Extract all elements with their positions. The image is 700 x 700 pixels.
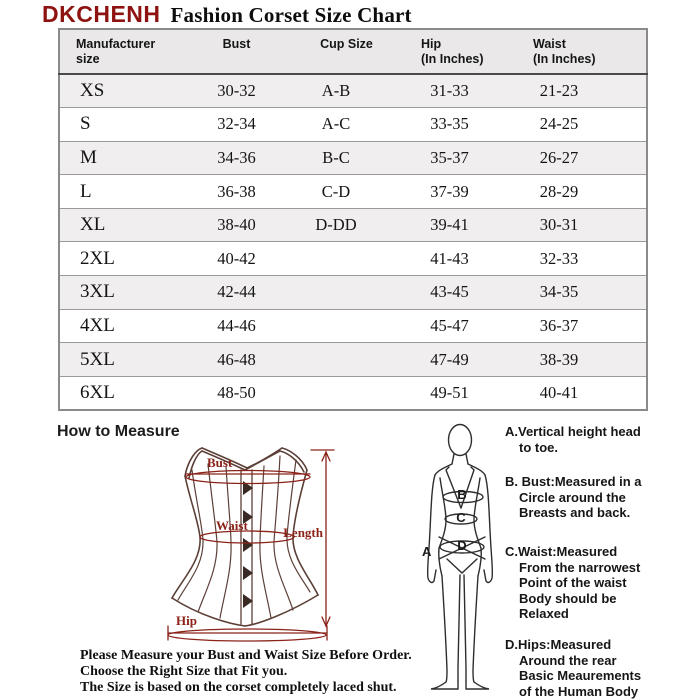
table-row xyxy=(59,175,647,209)
annotation-line: Relaxed xyxy=(519,606,569,621)
annotation-line: Breasts and back. xyxy=(519,505,631,520)
corset-waist-label: Waist xyxy=(216,518,248,533)
size-cell: 2XL xyxy=(59,242,179,276)
table-row xyxy=(59,208,647,242)
cup-cell: A-B xyxy=(294,74,399,108)
table-row xyxy=(59,276,647,310)
brand-logo: DKCHENH xyxy=(42,1,161,27)
order-note-line: Please Measure your Bust and Waist Size Before Order. xyxy=(80,648,412,663)
annotation-line: Circle around the xyxy=(519,489,626,505)
size-cell: 3XL xyxy=(59,276,179,310)
size-cell: M xyxy=(59,141,179,175)
annotation-line: to toe. xyxy=(519,439,558,455)
corset-hip-label: Hip xyxy=(176,613,197,628)
bust-cell: 46-48 xyxy=(179,343,294,377)
figure-d-label: D xyxy=(457,538,467,553)
waist-cell: 40-41 xyxy=(507,376,647,410)
cup-cell xyxy=(294,309,399,343)
header-line: (In Inches) xyxy=(421,52,484,66)
table-row xyxy=(59,242,647,276)
bust-cell: 38-40 xyxy=(179,208,294,242)
size-cell: 4XL xyxy=(59,309,179,343)
annotation-line: Body should be xyxy=(519,590,617,606)
annotation-line: Point of the waist xyxy=(519,575,627,590)
table-header-row xyxy=(59,29,647,74)
annotation-line: A.Vertical height head xyxy=(505,424,641,439)
annotation-line: C.Waist:Measured xyxy=(505,544,618,559)
size-cell: 6XL xyxy=(59,376,179,410)
annotation-line: Basic Meaurements xyxy=(519,668,642,683)
order-note-line: Choose the Right Size that Fit you. xyxy=(80,664,288,679)
header-waist xyxy=(507,29,647,74)
hip-cell: 47-49 xyxy=(399,343,507,377)
header-line: Cup Size xyxy=(320,37,373,51)
table-row xyxy=(59,74,647,108)
figure-a-label: A xyxy=(422,544,432,559)
header-hip xyxy=(399,29,507,74)
waist-cell: 24-25 xyxy=(507,108,647,142)
corset-bust-label: Bust xyxy=(207,455,233,470)
cup-cell: D-DD xyxy=(294,208,399,242)
waist-cell: 30-31 xyxy=(507,208,647,242)
hip-cell: 31-33 xyxy=(399,74,507,108)
bust-cell: 30-32 xyxy=(179,74,294,108)
size-cell: S xyxy=(59,108,179,142)
corset-diagram xyxy=(130,440,390,660)
annotation-line: of the Human Body xyxy=(519,683,639,699)
cup-cell: A-C xyxy=(294,108,399,142)
cup-cell: C-D xyxy=(294,175,399,209)
cup-cell xyxy=(294,276,399,310)
bust-cell: 48-50 xyxy=(179,376,294,410)
size-chart-table xyxy=(58,28,648,411)
annotation-b xyxy=(505,474,700,521)
hip-cell: 43-45 xyxy=(399,276,507,310)
figure-b-label: B xyxy=(457,487,467,502)
waist-cell: 26-27 xyxy=(507,141,647,175)
hip-cell: 45-47 xyxy=(399,309,507,343)
hip-cell: 37-39 xyxy=(399,175,507,209)
table-row xyxy=(59,343,647,377)
figure-c-label: C xyxy=(456,510,466,525)
order-note-line: The Size is based on the corset completely laced shut. xyxy=(80,680,397,695)
waist-cell: 38-39 xyxy=(507,343,647,377)
size-cell: L xyxy=(59,175,179,209)
order-notes xyxy=(80,648,412,696)
header-manufacturer-size xyxy=(59,29,179,74)
waist-cell: 32-33 xyxy=(507,242,647,276)
annotation-line: B. Bust:Measured in a xyxy=(505,474,642,489)
waist-cell: 28-29 xyxy=(507,175,647,209)
size-cell: XS xyxy=(59,74,179,108)
header-cup-size xyxy=(294,29,399,74)
table-row xyxy=(59,309,647,343)
hip-cell: 39-41 xyxy=(399,208,507,242)
header-line: Hip xyxy=(421,37,442,51)
cup-cell xyxy=(294,376,399,410)
annotation-line: From the narrowest xyxy=(519,559,641,575)
annotation-line: Around the rear xyxy=(519,652,617,668)
how-to-measure-heading: How to Measure xyxy=(57,423,180,440)
header-line: Bust xyxy=(222,37,251,51)
table-row xyxy=(59,141,647,175)
bust-cell: 36-38 xyxy=(179,175,294,209)
body-outline xyxy=(428,425,493,690)
page-title: Fashion Corset Size Chart xyxy=(170,3,412,27)
annotation-line: D.Hips:Measured xyxy=(505,637,612,652)
annotation-c xyxy=(505,544,700,622)
hip-cell: 49-51 xyxy=(399,376,507,410)
hip-cell: 33-35 xyxy=(399,108,507,142)
annotation-d xyxy=(505,637,700,699)
page-header xyxy=(42,1,412,28)
bust-cell: 42-44 xyxy=(179,276,294,310)
body-figure-diagram xyxy=(402,418,512,696)
header-line: (In Inches) xyxy=(533,52,596,66)
table-row xyxy=(59,108,647,142)
bust-cell: 34-36 xyxy=(179,141,294,175)
header-bust xyxy=(179,29,294,74)
cup-cell xyxy=(294,242,399,276)
bust-cell: 32-34 xyxy=(179,108,294,142)
hip-cell: 35-37 xyxy=(399,141,507,175)
size-cell: XL xyxy=(59,208,179,242)
annotation-a xyxy=(505,424,700,455)
cup-cell xyxy=(294,343,399,377)
corset-length-label: Length xyxy=(283,525,323,540)
table-row xyxy=(59,376,647,410)
waist-cell: 21-23 xyxy=(507,74,647,108)
cup-cell: B-C xyxy=(294,141,399,175)
header-line: Manufacturer size xyxy=(76,37,156,66)
waist-cell: 34-35 xyxy=(507,276,647,310)
header-line: Waist xyxy=(533,37,566,51)
bust-cell: 44-46 xyxy=(179,309,294,343)
waist-cell: 36-37 xyxy=(507,309,647,343)
hip-cell: 41-43 xyxy=(399,242,507,276)
size-cell: 5XL xyxy=(59,343,179,377)
bust-cell: 40-42 xyxy=(179,242,294,276)
